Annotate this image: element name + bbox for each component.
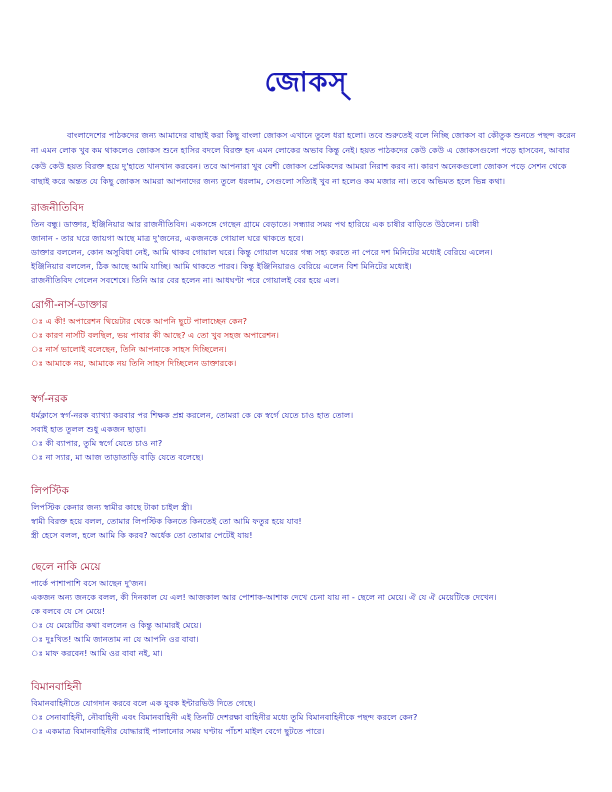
joke-section-politician [31, 201, 591, 288]
joke-section-lipstick [31, 484, 591, 543]
joke-line: ঃ নার্স ভালোই বলেছেন, তিনি আপনাকে সাহস দিচ্ছিলেন। [31, 343, 227, 354]
joke-section-air-force [31, 680, 591, 739]
joke-line: ঃ কারণ নার্সটি বলছিল, ভয় পাবার কী আছে? এ তো খুব সহজ অপারেশন। [31, 329, 279, 340]
joke-line: ঃ এ কী! অপারেশন থিয়েটার থেকে আপনি ছুটে পালাচ্ছেন কেন? [31, 316, 247, 326]
joke-section-boy-or-girl [31, 560, 591, 660]
section-heading: বিমানবাহিনী [31, 681, 82, 693]
joke-line: বিমানবাহিনীতে যোগদান করবে বলে এক যুবক ইন্টারভিউ দিতে গেছে। [31, 698, 256, 708]
joke-line: ঃ না স্যার, মা আজ তাড়াতাড়ি বাড়ি যেতে বলেছে। [31, 451, 204, 462]
joke-section-heaven-hell [31, 392, 591, 465]
joke-line: ঃ যে মেয়েটির কথা বললেন ও কিন্তু আমারই মেয়ে। [31, 619, 202, 630]
joke-line: লিপস্টিক কেনার জন্য স্বামীর কাছে টাকা চাইল স্ত্রী। [31, 502, 193, 512]
joke-line: স্বামী বিরক্ত হয়ে বলল, তোমার লিপস্টিক কিনতে কিনতেই তো আমি ফতুর হয়ে যাব! [31, 515, 302, 526]
joke-line: পার্কে পাশাপাশি বসে আছেন দু'জন। [31, 578, 147, 588]
joke-line: জানান - তার ঘরে জায়গা আছে মাত্র দু'জনের, একজনকে গোয়াল ঘরে থাকতে হবে। [31, 232, 304, 243]
joke-line: সবাই হাত তুলল শুধু একজন ছাড়া। [31, 423, 147, 434]
intro-paragraph: বাংলাদেশের পাঠকদের জন্য আমাদের বাছাই করা কিছু বাংলা জোকস এখানে তুলে ধরা হলো। তবে শুরুতেই বলে নিচ্ছি জোকস বা কৌতুক শুনতে পছন্দ করেন না এমন লোক খুব কম থাকলেও জোকস শুনে হাসির বদলে বিরক্ত হন এমন লোকের অভাব কিন্তু নেই। হয়ত পাঠকদের কেউ কেউ এ জোকসগুলো পড়ে হাসবেন, আবার কেউ কেউ হয়ত বিরক্ত হয়ে দু'হাতে খানখান করবেন। তবে আপনারা খুব বেশী জোকস প্রেমিকদের আমরা নিরাশ করব না। কারণ অনেকগুলো জোকস পড়ে সেশন থেকে বাছাই করে অন্তত যে কিছু জোকস আমরা আপনাদের জন্য তুলে ধরলাম, সেগুলো সত্যিই খুব না হলেও কম মজার না। তবে অভিমত হলে ভিন্ন কথা। [31, 130, 576, 186]
joke-section-patient-nurse-doctor [31, 298, 591, 371]
joke-line: ঃ একমাত্র বিমানবাহিনীর যোদ্ধারাই পালানোর সময় ঘণ্টায় পাঁচশ মাইল বেগে ছুটতে পারে। [31, 725, 325, 736]
joke-line: ঃ দুঃখিত! আমি জানতাম না যে আপনি ওর বাবা। [31, 633, 199, 644]
joke-line: ডাক্তার বললেন, কোন অসুবিধা নেই, আমি থাকব গোয়াল ঘরে। কিন্তু গোয়াল ঘরের গন্ধ সহ্য করতে না পেরে দশ মিনিটের মধ্যেই বেরিয়ে এলেন। [31, 246, 493, 257]
section-heading: স্বর্গ-নরক [31, 393, 68, 405]
joke-line: ঃ সেনাবাহিনী, নৌবাহিনী এবং বিমানবাহিনী এই তিনটি দেশরক্ষা বাহিনীর মধ্যে তুমি বিমানবাহিনীকে পছন্দ করলে কেন? [31, 711, 418, 722]
section-heading: ছেলে নাকি মেয়ে [31, 561, 101, 573]
section-heading: রোগী-নার্স-ডাক্তার [31, 299, 108, 311]
section-heading: লিপস্টিক [31, 485, 69, 497]
joke-line: ধর্মক্লাসে স্বর্গ-নরক ব্যাখ্যা করবার পর শিক্ষক প্রশ্ন করলেন, তোমরা কে কে স্বর্গে যেতে চাও হাত তোল। [31, 410, 354, 420]
joke-line: তিন বন্ধু। ডাক্তার, ইঞ্জিনিয়ার আর রাজনীতিবিদ। একসঙ্গে গেছেন গ্রামে বেড়াতে। সন্ধ্যার সময় পথ হারিয়ে এক চাষীর বাড়িতে উঠলেন। চাষী [31, 219, 480, 229]
joke-line: একজন অন্য জনকে বলল, কী দিনকাল যে এল! আজকাল আর পোশাক-আশাক দেখে চেনা যায় না - ছেলে না মেয়ে। ঐ যে ঐ মেয়েটিকে দেখেন। [31, 591, 497, 602]
joke-line: ঃ আমাকে নয়, আমাকে নয় তিনি সাহস দিচ্ছিলেন ডাক্তারকে। [31, 357, 237, 368]
page-title: জোকস্‌ [264, 67, 348, 98]
joke-line: স্ত্রী হেসে বলল, হলে আমি কি করব? অর্ধেক তো তোমার পেটেই যায়! [31, 529, 253, 540]
section-heading: রাজনীতিবিদ [31, 202, 84, 214]
joke-line: কে বলবে যে সে মেয়ে! [31, 605, 105, 616]
joke-line: রাজনীতিবিদ গেলেন সবশেষে। তিনি আর বের হলেন না। আধঘণ্টা পরে গোয়ালই বের হয়ে এল। [31, 274, 340, 285]
joke-line: ঃ কী ব্যাপার, তুমি স্বর্গে যেতে চাও না? [31, 437, 163, 448]
joke-line: ইঞ্জিনিয়ার বললেন, ঠিক আছে আমি যাচ্ছি। আমি থাকতে পারব। কিন্তু ইঞ্জিনিয়ারও বেরিয়ে এলেন বিশ মিনিটের মধ্যেই। [31, 260, 412, 271]
joke-line: ঃ মাফ করবেন! আমি ওর বাবা নই, মা। [31, 647, 163, 658]
